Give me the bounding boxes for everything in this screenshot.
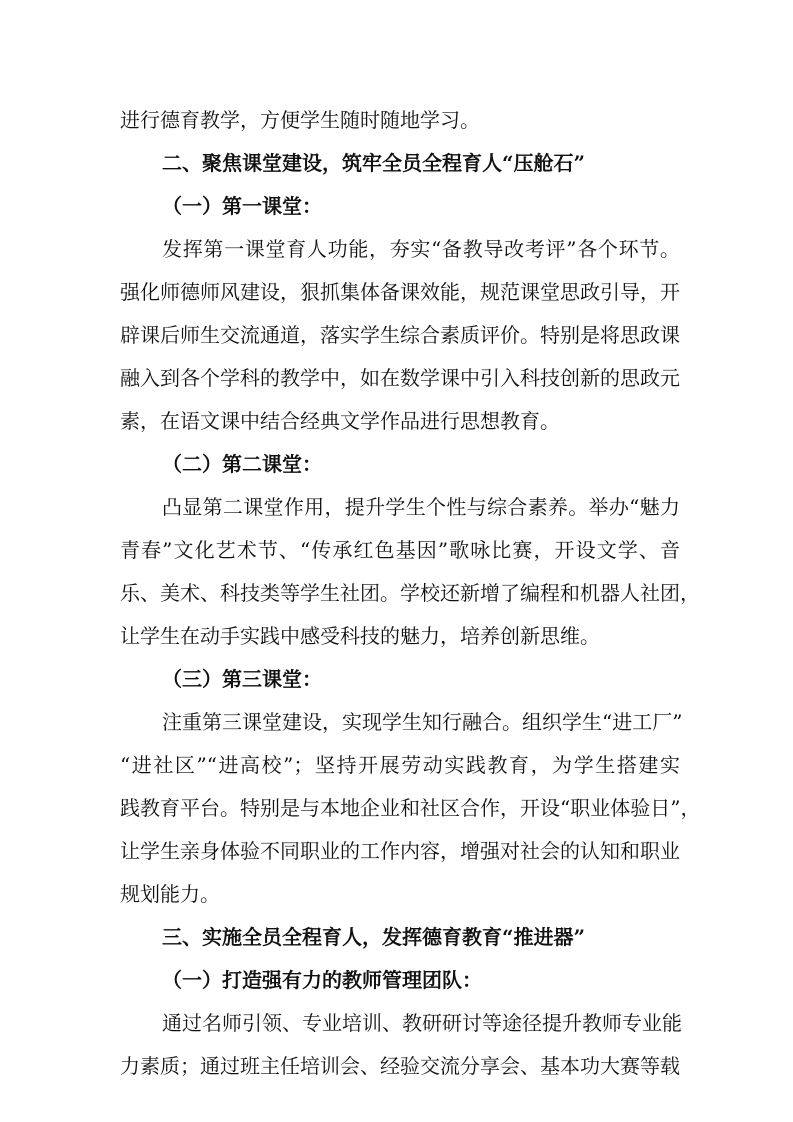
paragraph-line: 通过名师引领、专业培训、教研研讨等途径提升教师专业能 — [162, 1011, 682, 1035]
paragraph-line: 强化师德师风建设，狠抓集体备课效能，规范课堂思政引导，开 — [120, 280, 680, 304]
paragraph-line: 让学生在动手实践中感受科技的魅力，培养创新思维。 — [120, 624, 600, 648]
paragraph-line: 让学生亲身体验不同职业的工作内容，增强对社会的认知和职业 — [120, 839, 680, 863]
paragraph-line: 融入到各个学科的教学中，如在数学课中引入科技创新的思政元 — [120, 366, 680, 390]
paragraph-line: 乐、美术、科技类等学生社团。学校还新增了编程和机器人社团， — [120, 581, 700, 605]
paragraph-line: 辟课后师生交流通道，落实学生综合素质评价。特别是将思政课 — [120, 323, 680, 347]
paragraph-line: 力素质；通过班主任培训会、经验交流分享会、基本功大赛等载 — [120, 1054, 680, 1078]
paragraph-line: 凸显第二课堂作用，提升学生个性与综合素养。举办“魅力 — [162, 495, 680, 519]
paragraph-line: 素，在语文课中结合经典文学作品进行思想教育。 — [120, 409, 560, 433]
section-heading: 三、实施全员全程育人，发挥德育教育“推进器” — [162, 925, 586, 949]
section-heading: 二、聚焦课堂建设，筑牢全员全程育人“压舱石” — [162, 151, 586, 175]
section-heading: （一）第一课堂： — [162, 194, 322, 218]
section-heading: （二）第二课堂： — [162, 452, 322, 476]
section-heading: （一）打造强有力的教师管理团队： — [162, 968, 482, 992]
paragraph-line: 发挥第一课堂育人功能，夯实“备教导改考评”各个环节。 — [162, 237, 680, 261]
paragraph-line: 注重第三课堂建设，实现学生知行融合。组织学生“进工厂” — [162, 710, 683, 734]
paragraph-line: 践教育平台。特别是与本地企业和社区合作，开设“职业体验日”， — [120, 796, 701, 820]
paragraph-line: 规划能力。 — [120, 882, 220, 906]
paragraph-line: 青春”文化艺术节、“传承红色基因”歌咏比赛，开设文学、音 — [120, 538, 680, 562]
paragraph-line: 进行德育教学，方便学生随时随地学习。 — [120, 108, 480, 132]
paragraph-line: “进社区”“进高校”；坚持开展劳动实践教育，为学生搭建实 — [120, 753, 680, 777]
section-heading: （三）第三课堂： — [162, 667, 322, 691]
